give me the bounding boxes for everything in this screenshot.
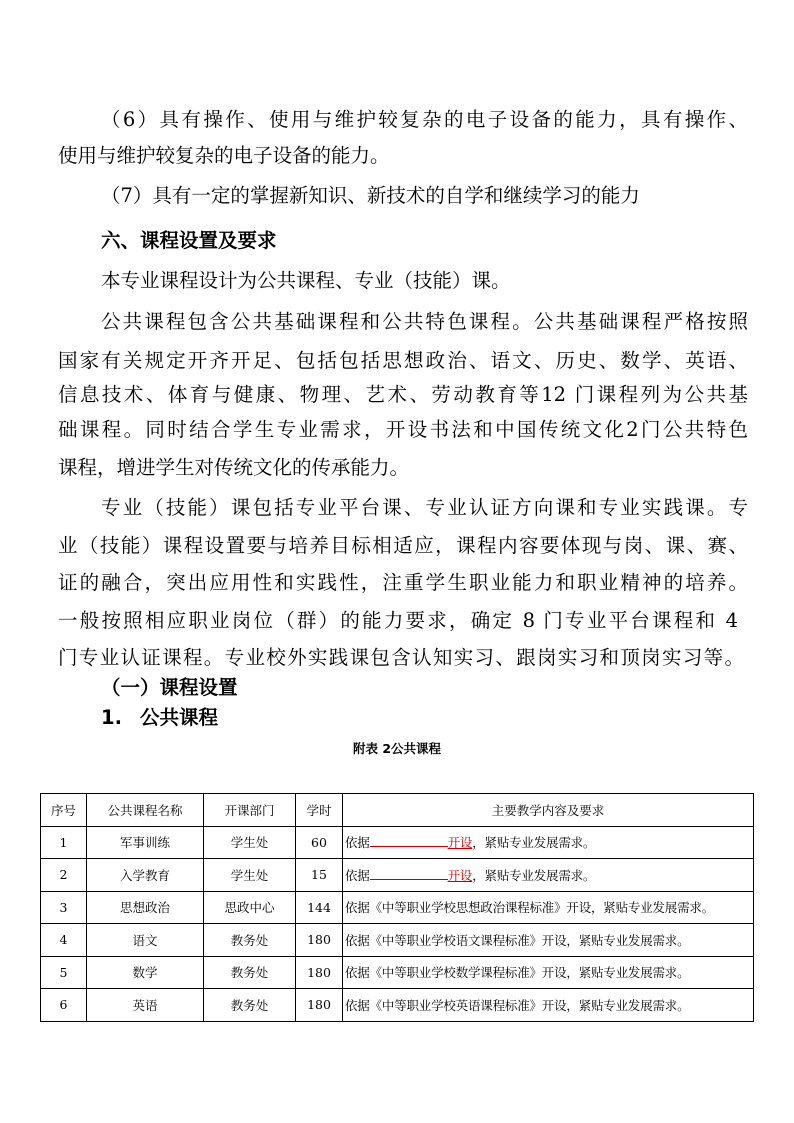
header-course-name: 公共课程名称	[87, 794, 204, 827]
content-prefix: 依据	[345, 867, 370, 883]
cell-index: 2	[41, 859, 87, 892]
cell-content	[343, 859, 754, 892]
cell-hours: 180	[296, 956, 343, 989]
cell-department: 教务处	[204, 956, 296, 989]
table-header-row	[41, 794, 754, 827]
cell-department: 教务处	[204, 924, 296, 957]
header-hours: 学时	[296, 794, 343, 827]
paragraph-line: 础课程。同时结合学生专业需求，开设书法和中国传统文化2门公共特色	[58, 418, 748, 441]
subsection-heading: （一）课程设置	[101, 676, 238, 699]
paragraph-line: 使用与维护较复杂的电子设备的能力。	[58, 144, 390, 167]
content-highlight: 开设	[447, 835, 473, 851]
subsection-title: 公共课程	[140, 706, 219, 729]
public-courses-table	[40, 793, 754, 1022]
header-content: 主要教学内容及要求	[343, 794, 754, 827]
cell-index: 6	[41, 989, 87, 1022]
cell-course-name: 思想政治	[87, 891, 204, 924]
content-prefix: 依据	[345, 835, 370, 851]
cell-course-name: 英语	[87, 989, 204, 1022]
blank-underline	[370, 833, 448, 847]
cell-content: 依据《中等职业学校思想政治课程标准》开设，紧贴专业发展需求。	[343, 891, 754, 924]
paragraph-line: 信息技术、体育与健康、物理、艺术、劳动教育等12 门课程列为公共基	[58, 383, 748, 406]
paragraph-line: 公共课程包含公共基础课程和公共特色课程。公共基础课程严格按照	[101, 310, 748, 333]
cell-course-name: 数学	[87, 956, 204, 989]
table-row	[41, 924, 754, 957]
cell-content: 依据《中等职业学校数学课程标准》开设，紧贴专业发展需求。	[343, 956, 754, 989]
table-caption: 附表 2公共课程	[352, 741, 442, 756]
table-row	[41, 826, 754, 859]
blank-underline	[370, 866, 448, 880]
paragraph-line: 门专业认证课程。专业校外实践课包含认知实习、跟岗实习和顶岗实习等。	[58, 646, 744, 669]
cell-course-name: 入学教育	[87, 859, 204, 892]
cell-course-name: 语文	[87, 924, 204, 957]
section-heading: 六、课程设置及要求	[101, 229, 277, 252]
paragraph-line: 专业（技能）课包括专业平台课、专业认证方向课和专业实践课。专	[101, 496, 748, 519]
cell-index: 4	[41, 924, 87, 957]
header-department: 开课部门	[204, 794, 296, 827]
cell-hours: 180	[296, 924, 343, 957]
cell-content	[343, 826, 754, 859]
table-row	[41, 989, 754, 1022]
paragraph-line: 业（技能）课程设置要与培养目标相适应，课程内容要体现与岗、课、赛、	[58, 534, 748, 557]
cell-content: 依据《中等职业学校语文课程标准》开设，紧贴专业发展需求。	[343, 924, 754, 957]
paragraph-line: （6）具有操作、使用与维护较复杂的电子设备的能力，具有操作、	[101, 108, 748, 131]
cell-hours: 60	[296, 826, 343, 859]
paragraph-line: 一般按照相应职业岗位（群）的能力要求，确定 8 门专业平台课程和 4	[58, 609, 738, 632]
paragraph-line: （7）具有一定的掌握新知识、新技术的自学和继续学习的能力	[101, 184, 640, 207]
cell-department: 思政中心	[204, 891, 296, 924]
cell-index: 3	[41, 891, 87, 924]
cell-department: 学生处	[204, 826, 296, 859]
content-highlight: 开设	[447, 867, 473, 883]
table-row	[41, 891, 754, 924]
table-row	[41, 859, 754, 892]
table-row	[41, 956, 754, 989]
content-suffix: ，紧贴专业发展需求。	[472, 835, 596, 851]
content-suffix: ，紧贴专业发展需求。	[472, 867, 596, 883]
cell-hours: 144	[296, 891, 343, 924]
paragraph-line: 课程，增进学生对传统文化的传承能力。	[58, 456, 410, 479]
cell-hours: 180	[296, 989, 343, 1022]
paragraph-line: 国家有关规定开齐开足、包括包括思想政治、语文、历史、数学、英语、	[58, 349, 748, 372]
paragraph-line: 证的融合，突出应用性和实践性，注重学生职业能力和职业精神的培养。	[58, 571, 748, 594]
header-index: 序号	[41, 794, 87, 827]
cell-department: 教务处	[204, 989, 296, 1022]
paragraph-line: 本专业课程设计为公共课程、专业（技能）课。	[101, 269, 511, 292]
cell-department: 学生处	[204, 859, 296, 892]
subsection-number: 1.	[101, 706, 122, 729]
cell-content: 依据《中等职业学校英语课程标准》开设，紧贴专业发展需求。	[343, 989, 754, 1022]
cell-course-name: 军事训练	[87, 826, 204, 859]
cell-index: 1	[41, 826, 87, 859]
cell-index: 5	[41, 956, 87, 989]
cell-hours: 15	[296, 859, 343, 892]
